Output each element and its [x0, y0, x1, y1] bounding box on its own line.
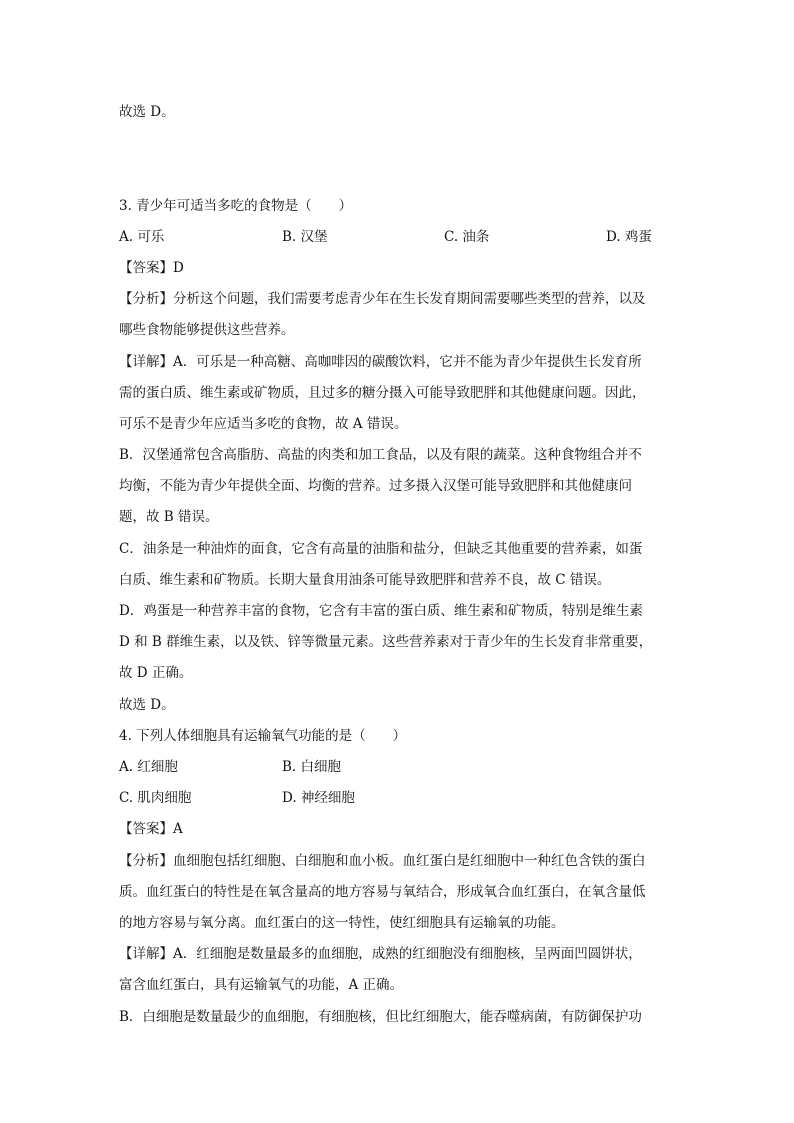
- q3-stem: 3. 青少年可适当多吃的食物是（ ）: [119, 198, 353, 214]
- q3-detail-line-2: 需的蛋白质、维生素或矿物质，且过多的糖分摄入可能导致肥胖和其他健康问题。因此，: [119, 385, 646, 401]
- q3-detail-line-5: 均衡，不能为青少年提供全面、均衡的营养。过多摄入汉堡可能导致肥胖和其他健康问: [119, 478, 632, 494]
- q3-detail-line-9: D．鸡蛋是一种营养丰富的食物，它含有丰富的蛋白质、维生素和矿物质，特别是维生素: [119, 603, 643, 619]
- q3-detail-line-6: 题，故 B 错误。: [119, 509, 219, 525]
- q4-options-row-1: [119, 757, 679, 777]
- q3-option-c: C. 油条: [444, 229, 490, 245]
- q3-choose: 故选 D。: [119, 697, 175, 713]
- q4-detail-line-2: 富含血红蛋白，具有运输氧气的功能，A 正确。: [119, 977, 404, 993]
- q4-stem: 4. 下列人体细胞具有运输氧气功能的是（ ）: [119, 728, 407, 744]
- q4-analysis-line-1: 【分析】血细胞包括红细胞、白细胞和血小板。血红蛋白是红细胞中一种红色含铁的蛋白: [119, 853, 646, 869]
- q3-option-b: B. 汉堡: [282, 229, 328, 245]
- q4-answer: 【答案】A: [119, 821, 183, 837]
- q3-options: [119, 227, 679, 247]
- q3-analysis-line-1: 【分析】分析这个问题，我们需要考虑青少年在生长发育期间需要哪些类型的营养，以及: [119, 291, 646, 307]
- q4-detail-line-1: 【详解】A．红细胞是数量最多的血细胞，成熟的红细胞没有细胞核，呈两面凹圆饼状，: [119, 946, 642, 962]
- q4-detail-line-3: B．白细胞是数量最少的血细胞，有细胞核，但比红细胞大，能吞噬病菌，有防御保护功: [119, 1009, 642, 1025]
- q4-analysis-line-3: 的地方容易与氧分离。血红蛋白的这一特性，使红细胞具有运输氧的功能。: [119, 915, 565, 931]
- q3-detail-line-11: 故 D 正确。: [119, 665, 193, 681]
- q3-detail-line-4: B．汉堡通常包含高脂肪、高盐的肉类和加工食品，以及有限的蔬菜。这种食物组合并不: [119, 447, 642, 463]
- q4-options-row-2: [119, 788, 679, 808]
- q3-option-d: D. 鸡蛋: [606, 229, 652, 245]
- q3-detail-line-7: C．油条是一种油炸的面食，它含有高量的油脂和盐分，但缺乏其他重要的营养素，如蛋: [119, 541, 643, 557]
- q3-analysis-line-2: 哪些食物能够提供这些营养。: [119, 322, 295, 338]
- q4-option-d: D. 神经细胞: [282, 790, 355, 806]
- q4-option-b: B. 白细胞: [282, 759, 342, 775]
- q3-detail-line-10: D 和 B 群维生素，以及铁、锌等微量元素。这些营养素对于青少年的生长发育非常重要，: [119, 634, 653, 650]
- q3-detail-line-1: 【详解】A．可乐是一种高糖、高咖啡因的碳酸饮料，它并不能为青少年提供生长发育所: [119, 354, 642, 370]
- q3-detail-line-3: 可乐不是青少年应适当多吃的食物，故 A 错误。: [119, 416, 408, 432]
- q3-option-a: A. 可乐: [119, 229, 165, 245]
- q4-option-a: A. 红细胞: [119, 759, 178, 775]
- previous-choose-line: 故选 D。: [119, 104, 175, 120]
- q4-option-c: C. 肌肉细胞: [119, 790, 192, 806]
- q3-answer: 【答案】D: [119, 260, 184, 276]
- q4-analysis-line-2: 质。血红蛋白的特性是在氧含量高的地方容易与氧结合，形成氧合血红蛋白，在氧含量低: [119, 884, 646, 900]
- q3-detail-line-8: 白质、维生素和矿物质。长期大量食用油条可能导致肥胖和营养不良，故 C 错误。: [119, 572, 611, 588]
